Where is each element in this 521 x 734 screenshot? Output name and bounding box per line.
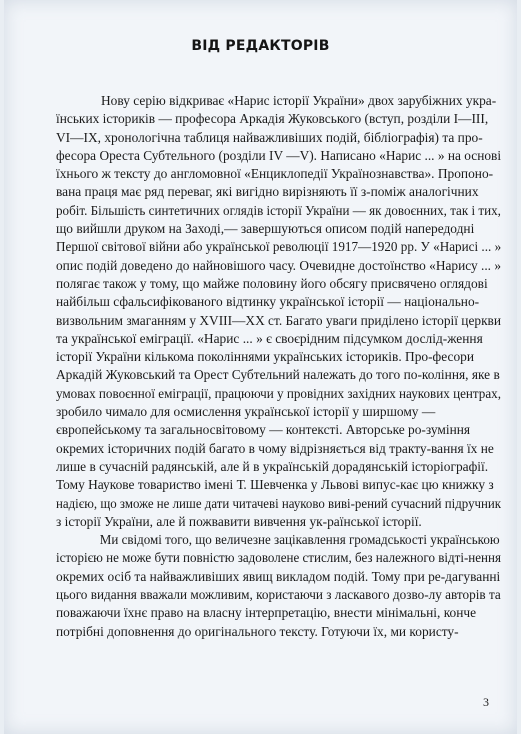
text-line: фесора Ореста Субтельного (розділи IV —V). Написано «Нарис ... » на основі	[56, 147, 502, 163]
text-line: окремих осіб та найважливіших явищ викладом подій. Тому при ре-дагуванні	[56, 568, 501, 584]
text-line: Аркадій Жуковський та Орест Субтельний належать до того по-коління, яке в	[56, 367, 500, 383]
text-line: історією не може бути повністю задоволене стислим, без належного відті-нення	[56, 550, 501, 566]
text-line: лише в сучасній радянській, але й в українській дорадянській історіографії.	[56, 458, 489, 474]
text-line: Тому Наукове товариство імені Т. Шевченка у Львові випус-кає цю книжку з	[56, 477, 494, 493]
text-line: їнських істориків — професора Аркадія Жуковського (вступ, розділи І—ІІІ,	[56, 111, 489, 127]
section-title: ВІД РЕДАКТОРІВ	[191, 38, 330, 54]
text-line: Першої світової війни або української революції 1917—1920 рр. У «Нарисі ... »	[56, 239, 502, 255]
book-page	[4, 0, 517, 734]
text-line: цього видання вважали можливим, користаючи з ласкавого дозво-лу авторів та	[56, 587, 501, 603]
page-number: 3	[483, 695, 489, 709]
body-text	[56, 92, 501, 641]
text-line: що вийшли друком на Заході,— завершуються описом подій напередодні	[56, 221, 475, 237]
text-line: з історії України, але й пожвавити вивчення ук-раїнської історії.	[56, 513, 422, 529]
text-line: Ми свідомі того, що величезне зацікавлення громадськості українською	[99, 532, 500, 548]
text-line: полягає також у тому, що майже половину його обсягу присвячено оглядові	[56, 275, 488, 291]
text-line: опис подій доведено до найновішого часу. Очевидне достоїнство «Нарису ... »	[56, 257, 502, 273]
text-line: Нову серію відкриває «Нарис історії України» двох зарубіжних укра-	[101, 93, 497, 108]
text-line: та української еміграції. «Нарис ... » є своєрідним підсумком дослід-ження	[56, 330, 483, 346]
text-line: їхнього ж тексту до англомовної «Енциклопедії Українознавства». Пропоно-	[56, 166, 494, 182]
text-line: надією, що зможе не лише дати читачеві науково виві-рений сучасний підручник	[56, 495, 502, 511]
text-line: VI—IX, хронологічна таблиця найважливіших подій, бібліографія) та про-	[56, 129, 483, 145]
text-line: потрібні доповнення до оригінального тексту. Готуючи їх, ми користу-	[56, 623, 459, 639]
text-line: вана праця має ряд переваг, які вигідно вирізняють її з-поміж аналогічних	[56, 184, 479, 200]
text-line: історії України кількома поколіннями українських істориків. Про-фесори	[56, 349, 475, 365]
text-line: визвольним змаганням у XVIII—XX ст. Багато уваги приділено історії церкви	[56, 312, 502, 328]
text-line: робіт. Більшість синтетичних оглядів історії України — як довоєнних, так і тих,	[56, 202, 501, 218]
text-line: європейському та загальносвітовому — контексті. Авторське ро-зуміння	[56, 422, 471, 438]
text-line: умовах повоєнної еміграції, працюючи у провідних західних наукових центрах,	[56, 385, 502, 401]
text-line: поважаючи їхнє право на власну інтерпретацію, внести мінімальні, конче	[56, 605, 477, 621]
text-line: зробило чимало для осмислення української історії у ширшому —	[56, 404, 436, 420]
text-line: окремих історичних подій багато в чому відрізняється від тракту-вання їх не	[56, 440, 494, 456]
text-line: найбільш сфальсифікованого відтинку української історії — національно-	[56, 294, 480, 310]
